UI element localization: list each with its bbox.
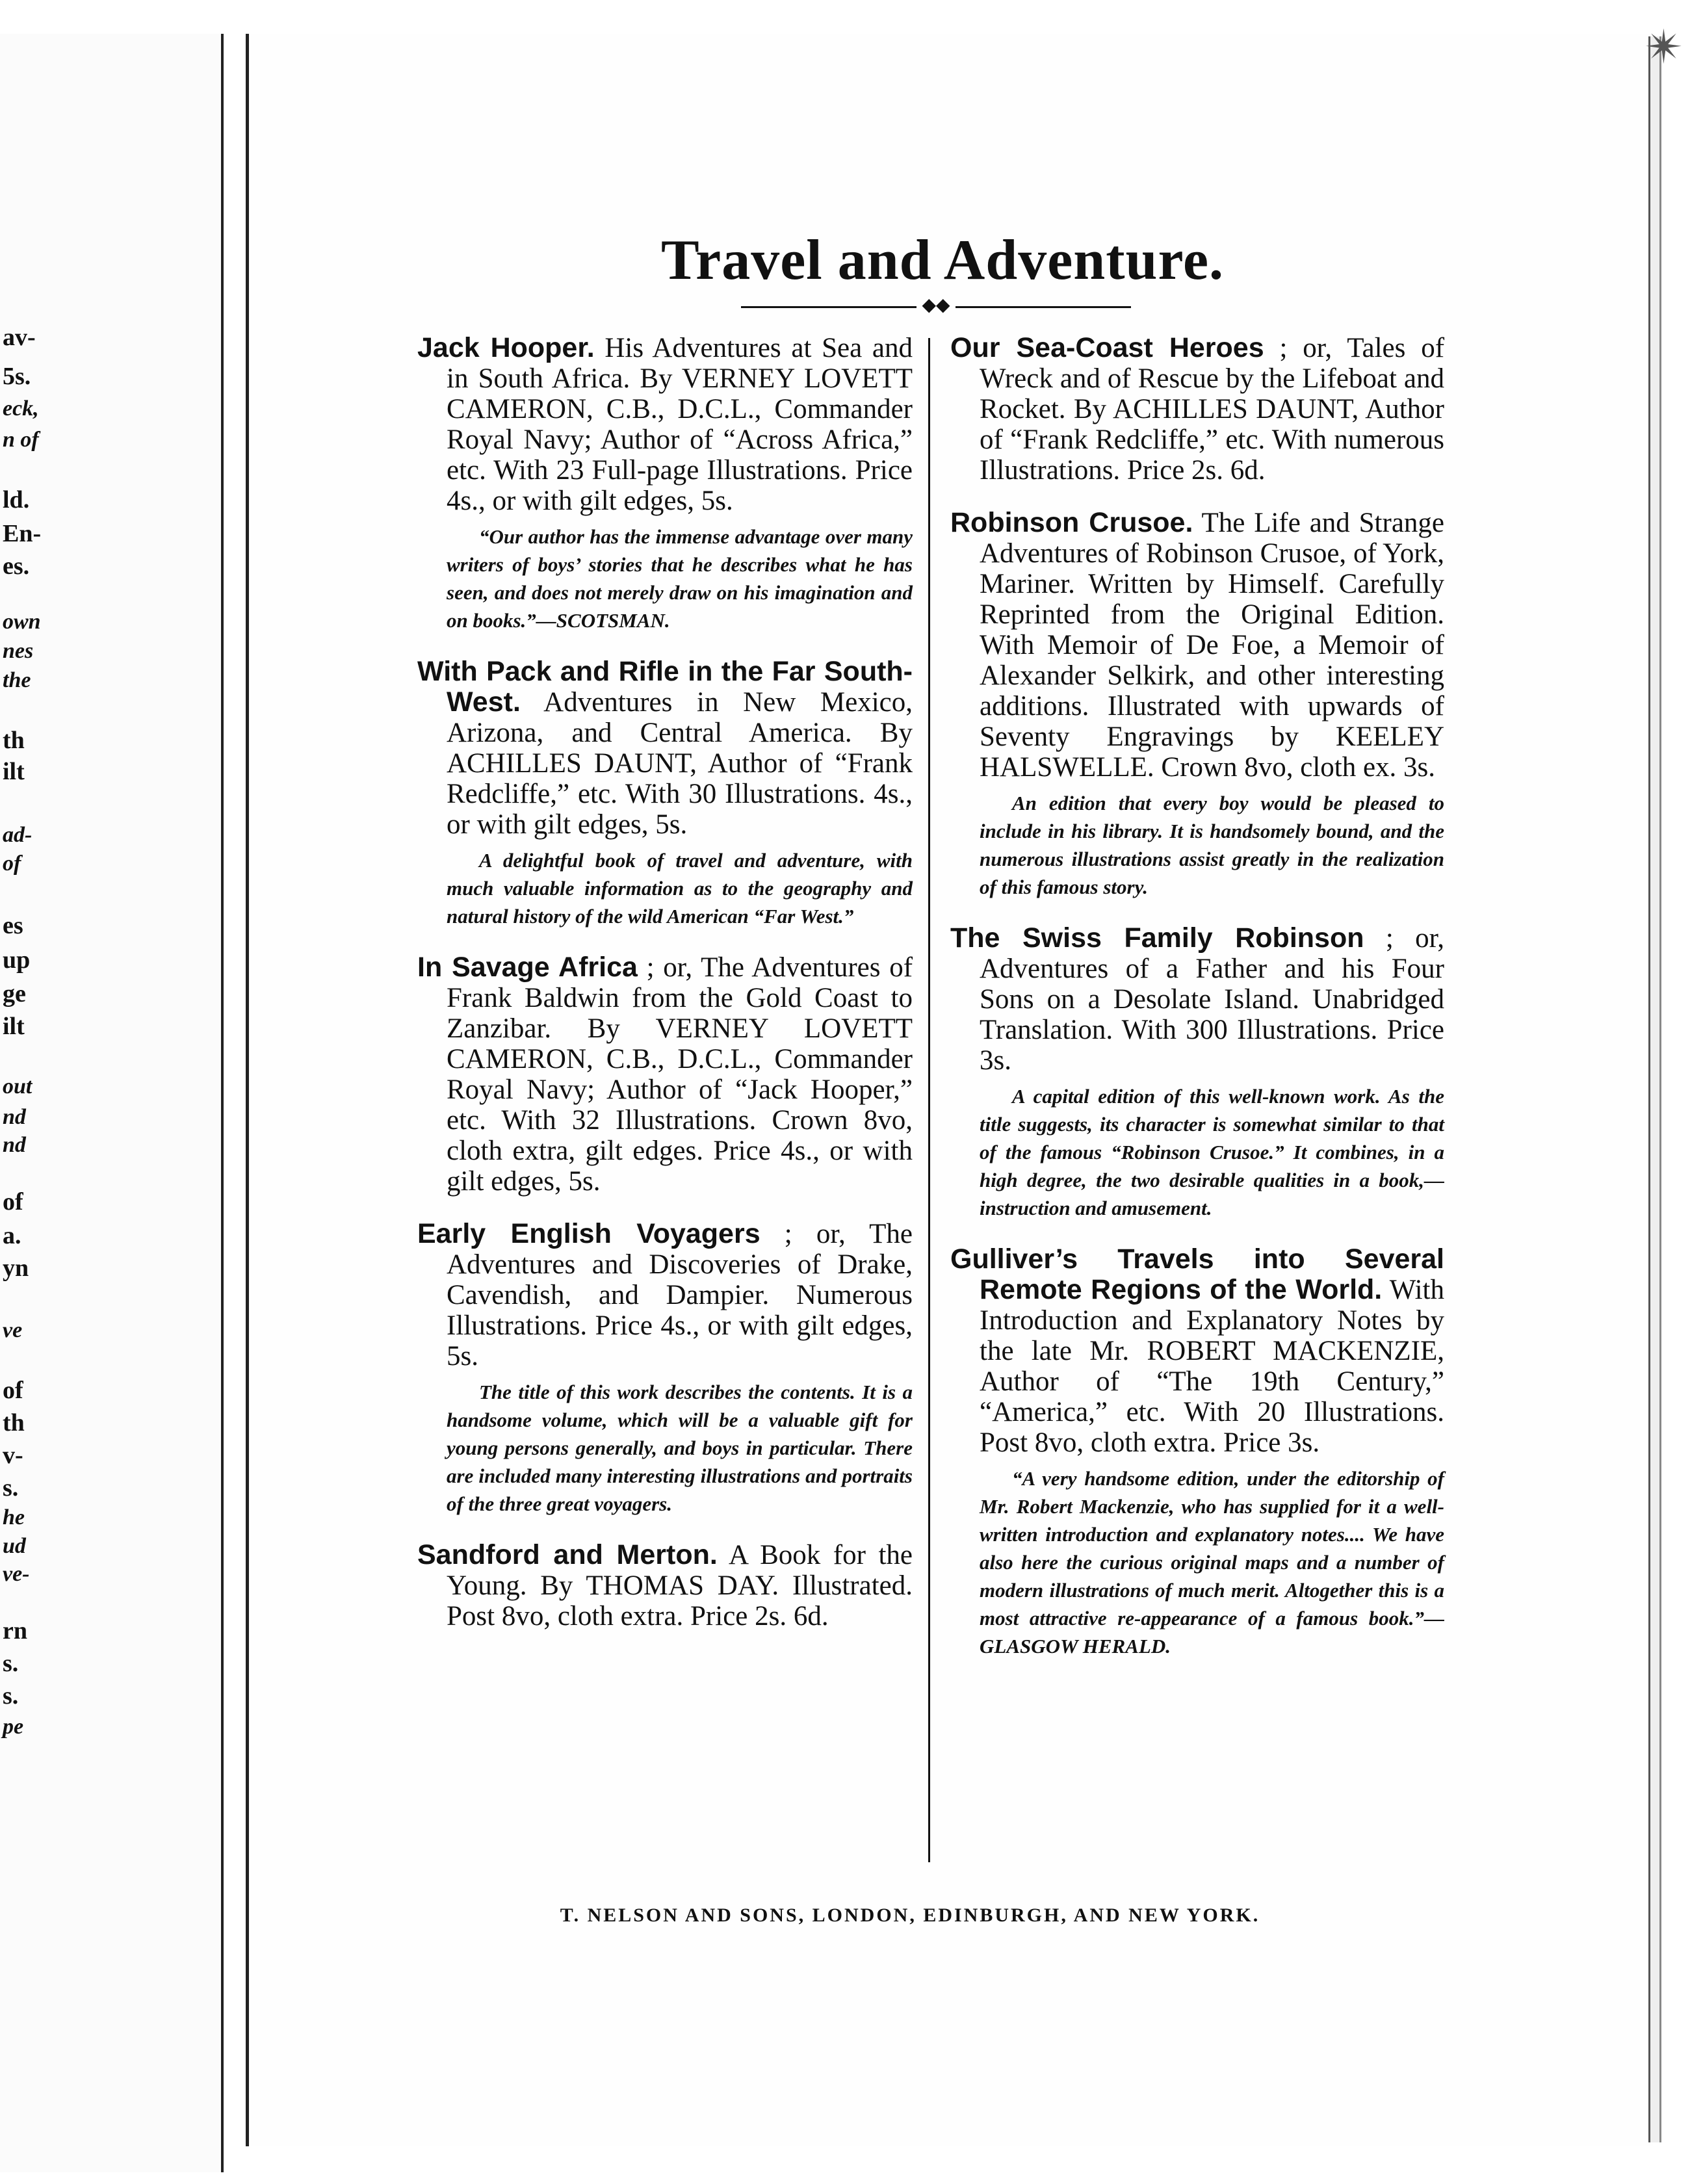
book-description: ; or, The Adventures of Frank Baldwin from the Gold Coast to Zanzibar. By VERNEY LOVETT CAMERON, C.B., D.C.L., Commander Royal Navy; Author of “Jack Hooper,” etc. With 32 Illustrations. Crown 8vo, cloth extra, gilt edges. Price 4s., or with gilt edges, 5s. [447, 952, 913, 1197]
left-page-edge [0, 34, 224, 2172]
review-quote: An edition that every boy would be pleased to include in his library. It is handsomely bound, and the numerous illustrations assist greatly in the realization of this famous story. [980, 792, 1444, 898]
corner-mark: ✴ [1644, 21, 1684, 73]
entry-text [417, 1540, 913, 1632]
book-title: Robinson Crusoe. [950, 507, 1193, 538]
left-page-fragment: a. [3, 1222, 21, 1249]
left-page-fragment: eck, [3, 396, 39, 421]
book-entry [950, 333, 1444, 486]
entry-text [417, 952, 913, 1197]
left-page-fragment: ilt [3, 1013, 25, 1040]
book-entry [950, 508, 1444, 901]
left-page-fragment: es. [3, 552, 30, 580]
left-page-fragment: of [3, 852, 21, 876]
book-title: The Swiss Family Robinson [950, 922, 1364, 954]
left-page-fragment: up [3, 946, 31, 974]
left-page-fragment: ve- [3, 1562, 30, 1586]
book-title: Early English Voyagers [417, 1218, 760, 1249]
review-quote: A capital edition of this well-known work. As the title suggests, its character is somewhat similar to that of the famous “Robinson Crusoe.” It combines, in a high degree, the two desirable qualities in a book,—instruction and amusement. [980, 1085, 1444, 1219]
page-title: Travel and Adventure. [660, 229, 1225, 292]
left-page-fragment: n of [3, 428, 39, 452]
title-rule [741, 294, 1131, 315]
left-page-fragment: 5s. [3, 363, 31, 390]
publisher-footer: T. NELSON AND SONS, LONDON, EDINBURGH, AND NEW YORK. [560, 1904, 1260, 1926]
rule-ornament-icon: ◆◆ [916, 294, 956, 315]
left-page-fragment: own [3, 610, 41, 634]
left-page-fragment: av- [3, 324, 36, 351]
left-page-fragment: he [3, 1505, 25, 1529]
book-entry [417, 1219, 913, 1518]
page-edge-right [1648, 36, 1661, 2142]
left-page-fragment: es [3, 912, 23, 939]
book-entry [950, 923, 1444, 1222]
column-divider [928, 338, 930, 1862]
entry-text [417, 656, 913, 840]
book-title: Our Sea-Coast Heroes [950, 332, 1264, 363]
book-description: A Book for the Young. By THOMAS DAY. Illustrated. Post 8vo, cloth extra. Price 2s. 6d. [447, 1540, 913, 1632]
book-title: With Pack and Rifle in the Far South-West. [417, 656, 913, 718]
left-page-fragment: of [3, 1377, 23, 1404]
left-page-fragment: ad- [3, 823, 32, 847]
left-page-fragment: rn [3, 1617, 27, 1644]
left-page-fragment: th [3, 727, 25, 754]
book-description: ; or, Adventures of a Father and his Four Sons on a Desolate Island. Unabridged Translation. With 300 Illustrations. Price 3s. [980, 923, 1444, 1076]
left-page-fragment: out [3, 1074, 32, 1098]
book-description: Adventures in New Mexico, Arizona, and Central America. By ACHILLES DAUNT, Author of “Frank Redcliffe,” etc. With 30 Illustrations. 4s., or with gilt edges, 5s. [447, 687, 913, 840]
left-column [417, 333, 913, 1654]
left-page-fragment: th [3, 1409, 25, 1436]
book-description: His Adventures at Sea and in South Africa. By VERNEY LOVETT CAMERON, C.B., D.C.L., Commander Royal Navy; Author of “Across Africa,” etc. With 23 Full-page Illustrations. Price 4s., or with gilt edges, 5s. [447, 333, 913, 516]
book-title: Sandford and Merton. [417, 1539, 718, 1570]
left-page-fragment: of [3, 1188, 23, 1216]
left-page-fragment: ilt [3, 758, 25, 785]
book-entry [417, 952, 913, 1197]
review-quote: “A very handsome edition, under the editorship of Mr. Robert Mackenzie, who has supplied for it a well-written introduction and explanatory notes.... We have also here the curious original maps and a number of modern illustrations of much merit. Altogether this is a most attractive re-appearance of a famous book.”—GLASGOW HERALD. [980, 1467, 1444, 1658]
book-description: With Introduction and Explanatory Notes by the late Mr. ROBERT MACKENZIE, Author of “The 19th Century,” “America,” etc. With 20 Illustrations. Post 8vo, cloth extra. Price 3s. [980, 1275, 1444, 1458]
left-page-fragment: nd [3, 1133, 26, 1157]
left-page-fragment: the [3, 668, 31, 692]
book-description: ; or, Tales of Wreck and of Rescue by the Lifeboat and Rocket. By ACHILLES DAUNT, Author of “Frank Redcliffe,” etc. With numerous Illustrations. Price 2s. 6d. [980, 333, 1445, 486]
left-page-fragment: pe [3, 1715, 24, 1739]
left-page-fragment: En- [3, 520, 42, 547]
entry-text [417, 1219, 913, 1372]
left-page-fragment: s. [3, 1650, 19, 1677]
entry-text [950, 923, 1444, 1076]
entry-text [950, 508, 1444, 783]
book-entry [950, 1244, 1444, 1660]
right-column [950, 333, 1444, 1682]
left-page-fragment: s. [3, 1682, 19, 1710]
entry-text [417, 333, 913, 516]
book-description: The Life and Strange Adventures of Robinson Crusoe, of York, Mariner. Written by Himself. Carefully Reprinted from the Original Edition. With Memoir of De Foe, a Memoir of Alexander Selkirk, and other interesting additions. Illustrated with upwards of Seventy Engravings by KEELEY HALSWELLE. Crown 8vo, cloth ex. 3s. [980, 508, 1444, 783]
left-page-fragment: v- [3, 1442, 23, 1469]
left-page-fragment: nes [3, 639, 34, 663]
book-title: Gulliver’s Travels into Several Remote Regions of the World. [950, 1243, 1444, 1305]
book-description: ; or, The Adventures and Discoveries of Drake, Cavendish, and Dampier. Numerous Illustrations. Price 4s., or with gilt edges, 5s. [447, 1219, 913, 1372]
review-quote: “Our author has the immense advantage over many writers of boys’ stories that he describes what he has seen, and does not merely draw on his imagination and on books.”—SCOTSMAN. [447, 525, 913, 632]
left-page-fragment: ge [3, 980, 26, 1008]
left-page-fragment: ud [3, 1534, 26, 1558]
review-quote: A delightful book of travel and adventure, with much valuable information as to the geography and natural history of the wild American “Far West.” [447, 849, 913, 928]
review-quote: The title of this work describes the contents. It is a handsome volume, which will be a valuable gift for young persons generally, and boys in particular. There are included many interesting illustrations and portraits of the three great voyagers. [447, 1381, 913, 1515]
entry-text [950, 1244, 1444, 1458]
book-entry [417, 1540, 913, 1632]
book-entry [417, 656, 913, 930]
left-page-fragment: nd [3, 1105, 26, 1129]
book-title: In Savage Africa [417, 952, 638, 983]
left-page-fragment: yn [3, 1254, 29, 1282]
book-entry [417, 333, 913, 634]
entry-text [950, 333, 1444, 486]
book-title: Jack Hooper. [417, 332, 595, 363]
left-page-fragment: s. [3, 1474, 19, 1502]
left-page-fragment: ld. [3, 486, 30, 514]
left-page-fragment: ve [3, 1318, 23, 1342]
